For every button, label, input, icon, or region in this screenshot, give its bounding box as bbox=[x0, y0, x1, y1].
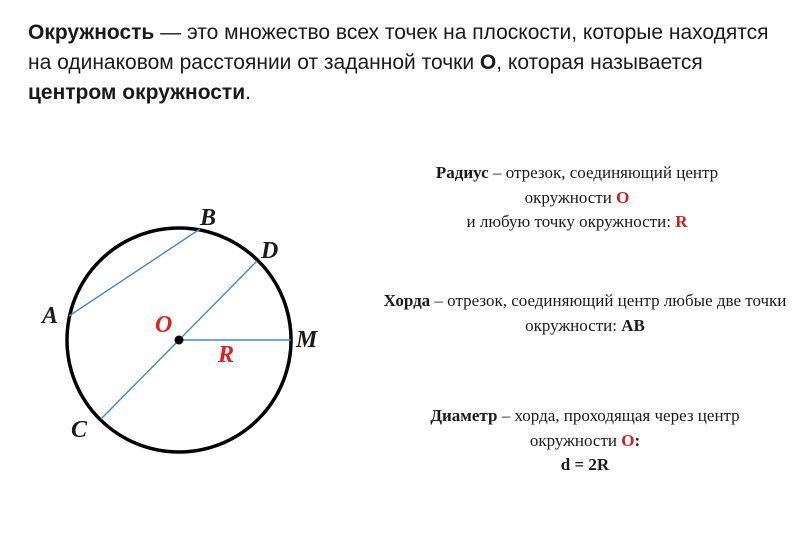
chord-text-a: – отрезок, соединяющий центр любые две точки окружности: bbox=[430, 291, 787, 335]
label-a: A bbox=[42, 303, 59, 329]
label-m: M bbox=[296, 327, 318, 353]
label-b: B bbox=[200, 205, 217, 231]
intro-text-a: — это множество всех точек на плоскости, которые находятся на одинаковом расстоянии от заданной точки bbox=[28, 21, 769, 74]
intro-text-b: , которая называется bbox=[496, 51, 703, 74]
label-r: R bbox=[218, 342, 235, 368]
radius-symbol: R bbox=[675, 212, 688, 231]
center-point bbox=[175, 336, 184, 345]
radius-text-a: – отрезок, соединяющий центр окружности bbox=[488, 163, 719, 207]
diameter-definition bbox=[390, 404, 780, 478]
diameter-text-a: – хорда, проходящая через центр окружности bbox=[497, 406, 740, 450]
diameter-formula: d = 2R bbox=[560, 455, 610, 474]
radius-center: О bbox=[616, 187, 630, 207]
chord-definition bbox=[380, 289, 790, 338]
intro-center-term: центром окружности bbox=[28, 81, 246, 104]
label-o: O bbox=[155, 312, 173, 338]
intro-term: Окружность bbox=[28, 21, 155, 44]
intro-point: О bbox=[479, 51, 497, 74]
radius-text-b: и любую точку окружности: bbox=[466, 212, 676, 231]
diameter-term: Диаметр bbox=[430, 406, 498, 425]
label-c: C bbox=[71, 417, 88, 443]
chord-symbol: АВ bbox=[621, 315, 645, 335]
radius-term: Радиус bbox=[435, 163, 489, 182]
diameter-center: О bbox=[621, 430, 635, 450]
diameter-colon: : bbox=[634, 430, 641, 450]
label-d: D bbox=[261, 238, 279, 264]
radius-definition bbox=[392, 161, 762, 235]
chord-term: Хорда bbox=[383, 291, 431, 310]
intro-text-end: . bbox=[245, 81, 251, 104]
